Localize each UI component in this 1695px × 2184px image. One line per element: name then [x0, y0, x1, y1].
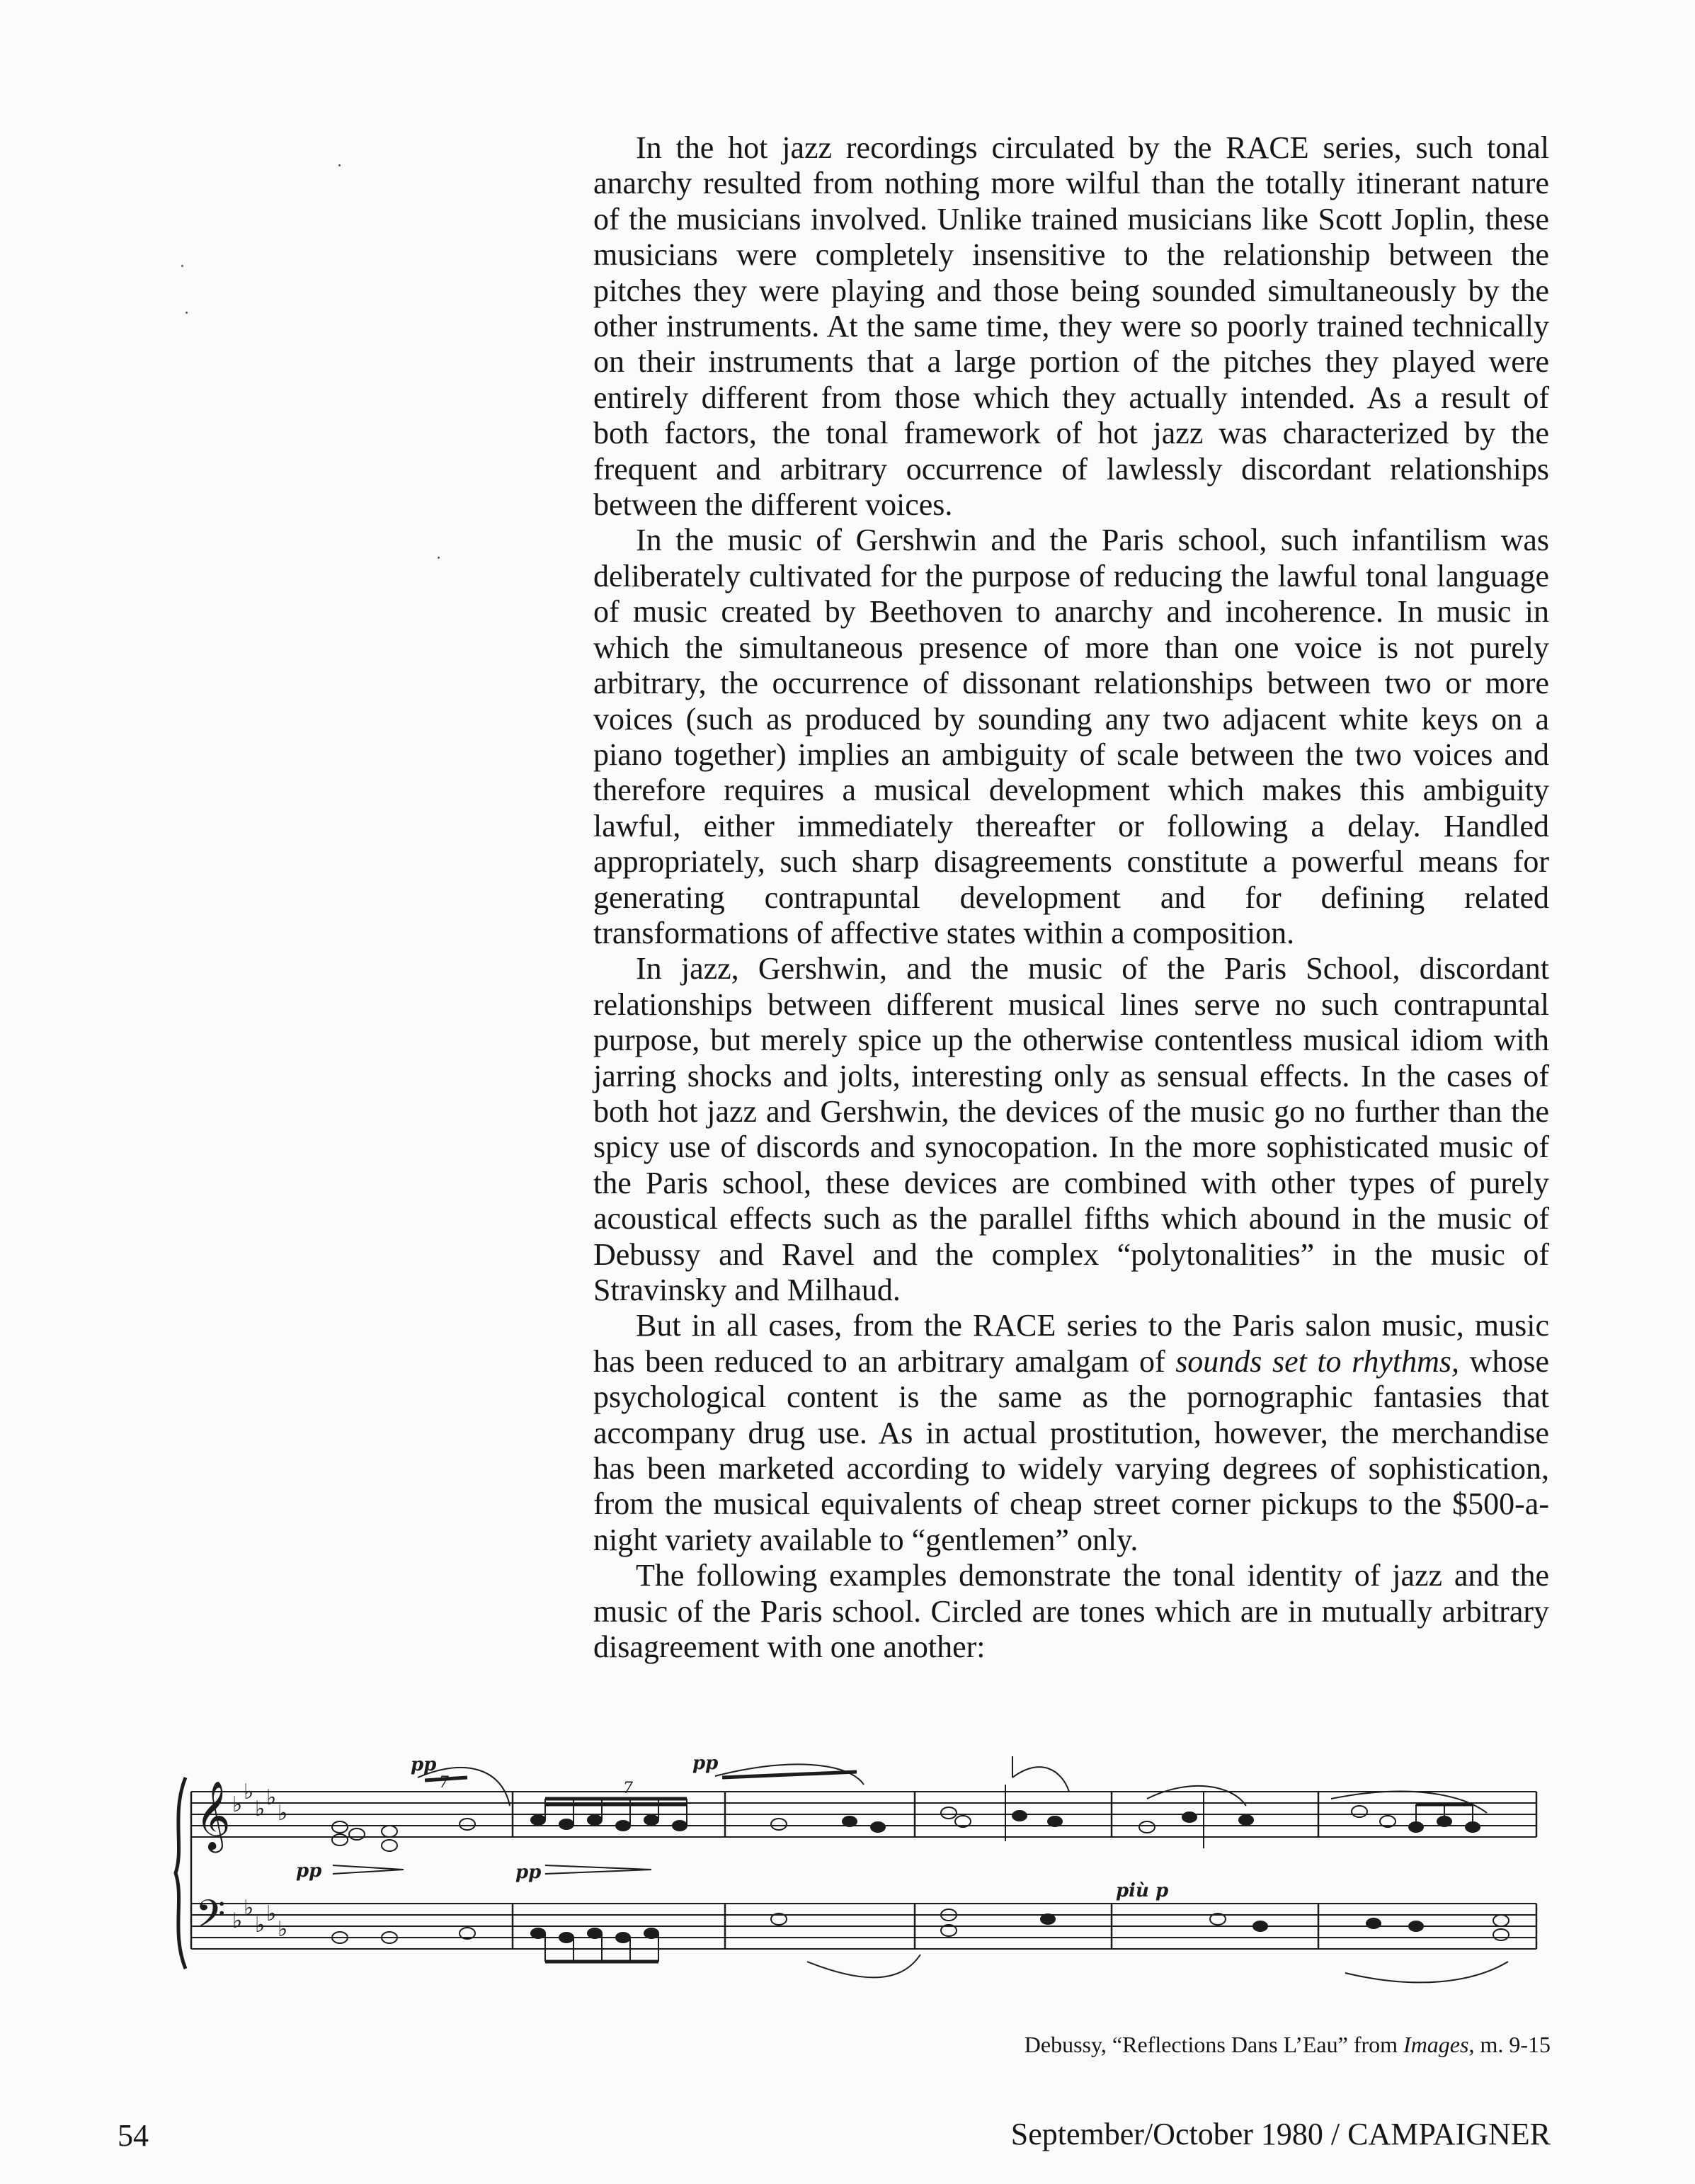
svg-text:♭: ♭	[278, 1801, 288, 1826]
emphasis-text: sounds set to rhythms,	[1175, 1343, 1460, 1379]
scan-speck	[181, 265, 183, 267]
note-heads	[332, 1806, 1509, 1943]
crescendo-hairpin	[333, 1865, 404, 1874]
slur	[1345, 1962, 1508, 1982]
paragraph-text: But in all cases, from the RACE series to the Paris salon music, music has been reduced to an arbitrary amalgam of	[593, 1308, 1549, 1379]
dynamic-mark: pp	[692, 1753, 719, 1774]
svg-text:♭: ♭	[244, 1780, 254, 1804]
figure-caption	[949, 2031, 1551, 2058]
scan-speck	[338, 164, 341, 166]
svg-text:♭: ♭	[266, 1901, 277, 1926]
slur	[807, 1955, 920, 1977]
article-body	[593, 130, 1549, 1665]
key-signature-flats	[232, 1780, 287, 1942]
dynamic-mark: più p	[1116, 1880, 1169, 1901]
dynamic-mark: pp	[515, 1862, 542, 1883]
svg-text:♭: ♭	[232, 1792, 243, 1817]
scan-speck	[438, 557, 440, 559]
slur	[1012, 1767, 1069, 1792]
paragraph: In the music of Gershwin and the Paris school, such infantilism was deliberately cultivated for the purpose of reducing the lawful tonal language of music created by Beethoven to anarchy and incoherence. In music in which the simultaneous presence of more than one voice is not purely arbitrary, the occurrence of dissonant relationships between two or more voices (such as produced by sounding any two adjacent white keys on a piano together) implies an ambiguity of scale between the two voices and therefore requires a musical development which makes this ambiguity lawful, either immediately thereafter or following a delay. Handled appropriately, such sharp disagreements constitute a powerful means for generating contrapuntal development and for defining related transformations of affective states within a composition.	[593, 523, 1549, 950]
svg-text:♭: ♭	[278, 1917, 288, 1942]
musical-score-excerpt	[170, 1728, 1558, 2025]
dynamic-mark: pp	[296, 1860, 322, 1882]
running-footer: September/October 1980 / CAMPAIGNER	[1010, 2117, 1551, 2151]
crescendo-hairpin	[545, 1865, 651, 1874]
paragraph	[593, 1308, 1549, 1558]
caption-emphasis: Images	[1403, 2032, 1469, 2057]
paragraph: In the hot jazz recordings circulated by the RACE series, such tonal anarchy resulted from nothing more wilful than the totally itinerant nature of the musicians involved. Unlike trained musicians like Scott Joplin, these musicians were completely insensitive to the relationship between the pitches they were playing and those being sounded simultaneously by the other instruments. At the same time, they were so poorly trained technically on their instruments that a large portion of the pitches they played were entirely different from those which they actually intended. As a result of both factors, the tonal framework of hot jazz was characterized by the frequent and arbitrary occurrence of lawlessly discordant relationships between the different voices.	[593, 130, 1549, 523]
page-number: 54	[118, 2118, 149, 2153]
caption-text: , m. 9-15	[1468, 2032, 1551, 2057]
dynamic-mark: pp	[411, 1754, 437, 1775]
paragraph-text: whose psychological content is the same as the pornographic fantasies that accompany drug use. As in actual prostitution, however, the merchandise has been marketed according to widely varying degrees of sophistication, from the musical equivalents of cheap street corner pickups to the $500-a-night variety available to “gentlemen” only.	[593, 1343, 1550, 1557]
treble-clef-icon: 𝄞	[195, 1780, 231, 1850]
tuplet-number: 7	[439, 1774, 449, 1792]
scan-speck	[186, 312, 188, 314]
caption-text: Debussy, “Reflections Dans L’Eau” from	[1024, 2032, 1404, 2057]
system-brace	[176, 1778, 186, 1969]
paragraph: In jazz, Gershwin, and the music of the Paris School, discordant relationships between different musical lines serve no such contrapuntal purpose, but merely spice up the otherwise contentless musical idiom with jarring shocks and jolts, interesting only as sensual effects. In the cases of both hot jazz and Gershwin, the devices of the music go no further than the spicy use of discords and synocopation. In the more sophisticated music of the Paris school, these devices are combined with other types of purely acoustical effects such as the parallel fifths which abound in the music of Debussy and Ravel and the complex “polytonalities” in the music of Stravinsky and Milhaud.	[593, 951, 1549, 1307]
tuplet-number: 7	[623, 1780, 633, 1797]
svg-text:♭: ♭	[266, 1785, 277, 1810]
svg-text:♭: ♭	[255, 1913, 266, 1938]
paragraph: The following examples demonstrate the tonal identity of jazz and the music of the Paris school. Circled are tones which are in mutually arbitrary disagreement with one another:	[593, 1558, 1549, 1665]
svg-text:♭: ♭	[232, 1909, 243, 1933]
svg-text:♭: ♭	[244, 1896, 254, 1921]
svg-text:♭: ♭	[255, 1797, 266, 1821]
slur	[1331, 1792, 1487, 1813]
bass-clef-icon: 𝄢	[195, 1892, 226, 1946]
